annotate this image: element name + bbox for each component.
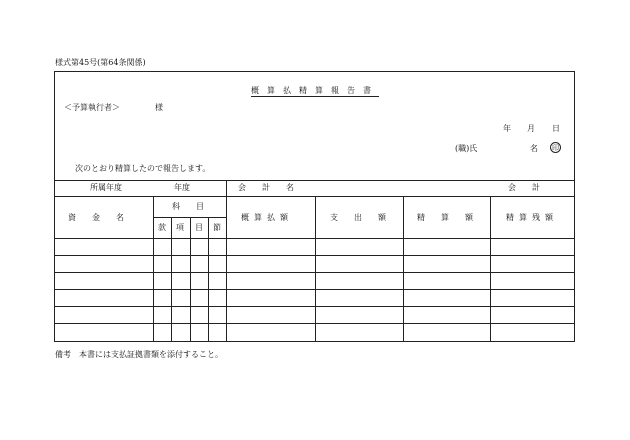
addressee-suffix: 様: [155, 103, 163, 112]
reporter-position: (職)氏: [455, 144, 478, 153]
note-text: 備考 本書には支払証拠書類を添付すること。: [55, 350, 223, 359]
subject-kou-divider: [190, 217, 191, 342]
subject-end-divider: [226, 196, 227, 342]
date-year: 年: [503, 124, 511, 133]
subject-moku-divider: [208, 217, 209, 342]
col-subject-moku: 目: [195, 223, 203, 232]
seal-icon: 印: [552, 144, 559, 152]
expenditure-divider: [403, 196, 404, 342]
col-fund-name: 資金名: [68, 213, 140, 222]
advance-divider: [315, 196, 316, 342]
col-subject-kan: 款: [158, 223, 166, 232]
fund-name-divider: [153, 196, 154, 342]
form-title: 概算払精算報告書: [251, 86, 379, 95]
col-subject-kou: 項: [176, 223, 184, 232]
account-name-label: 会計名: [238, 183, 310, 192]
date-day: 日: [552, 124, 560, 133]
fiscal-year-suffix: 年度: [174, 183, 190, 192]
addressee-label: ＜予算執行者＞: [64, 103, 120, 112]
reporter-name: 名: [530, 144, 538, 153]
col-advance-amount: 概算払額: [241, 213, 293, 222]
subject-kan-divider: [171, 217, 172, 342]
account-label: 会計: [508, 183, 556, 192]
col-settlement: 精算額: [417, 213, 489, 222]
date-month: 月: [527, 124, 535, 133]
settlement-divider: [490, 196, 491, 342]
table-top-line: [54, 180, 575, 181]
col-subject-setsu: 節: [213, 223, 221, 232]
col-expenditure: 支出額: [330, 213, 402, 222]
intro-text: 次のとおり精算したので報告します。: [75, 164, 211, 173]
fiscal-year-label: 所属年度: [90, 183, 122, 192]
form-number: 様式第45号(第64条関係): [55, 58, 146, 67]
col-subject: 科目: [172, 202, 220, 211]
header-divider-line: [226, 180, 227, 196]
col-balance: 精算残額: [506, 213, 558, 222]
